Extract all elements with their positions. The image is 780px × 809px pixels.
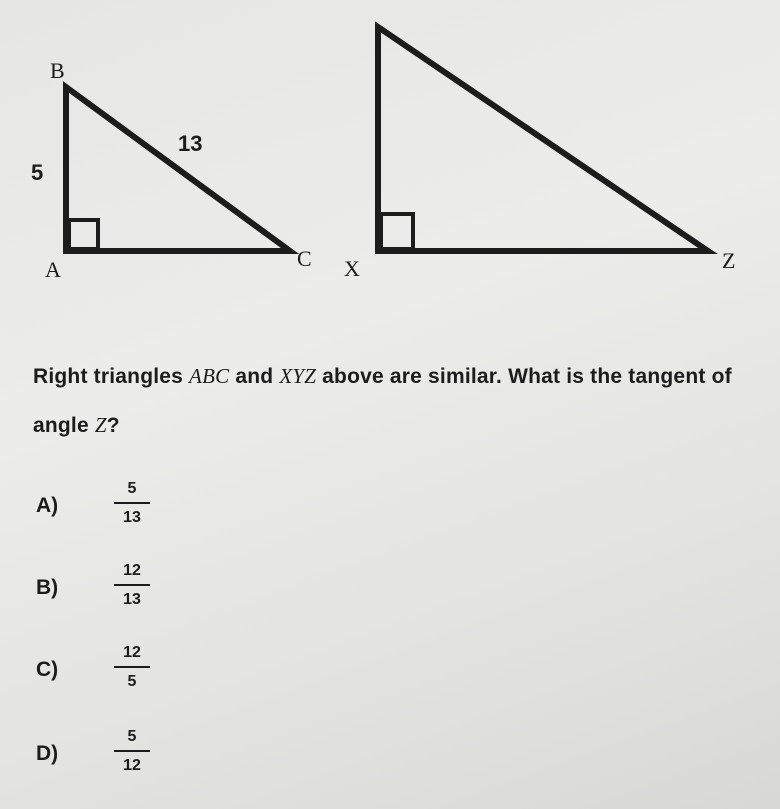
choice-a-fraction bbox=[114, 478, 150, 529]
choice-b[interactable] bbox=[36, 560, 336, 620]
choice-d-letter: D) bbox=[36, 742, 59, 765]
fraction-bar bbox=[114, 584, 150, 586]
choice-d-numerator: 5 bbox=[127, 728, 137, 745]
choice-c[interactable] bbox=[36, 642, 336, 702]
triangle-abc-right-angle-mark bbox=[69, 220, 98, 249]
vertex-a-label: A bbox=[45, 257, 61, 282]
choice-b-numerator: 12 bbox=[123, 562, 141, 579]
choice-b-fraction bbox=[114, 560, 150, 611]
choice-a-denominator: 13 bbox=[123, 509, 141, 526]
vertex-x-label: X bbox=[344, 256, 360, 281]
fraction-bar bbox=[114, 666, 150, 668]
vertex-b-label: B bbox=[50, 58, 65, 83]
choice-a-letter: A) bbox=[36, 494, 59, 517]
triangle-xyz-right-angle-mark bbox=[381, 214, 413, 249]
triangle-xyz-outline bbox=[378, 27, 708, 251]
choice-d-fraction bbox=[114, 726, 150, 777]
choice-b-letter: B) bbox=[36, 576, 59, 599]
fraction-bar bbox=[114, 750, 150, 752]
side-ab-length: 5 bbox=[31, 160, 44, 185]
vertex-c-label: C bbox=[297, 246, 312, 271]
choice-a[interactable] bbox=[36, 478, 336, 538]
triangle-xyz bbox=[344, 27, 735, 281]
side-bc-length: 13 bbox=[178, 131, 203, 156]
triangles-svg bbox=[0, 0, 780, 300]
question-text: Right triangles ABC and XYZ above are similar. What is the tangent of angle Z? bbox=[33, 364, 732, 437]
fraction-bar bbox=[114, 502, 150, 504]
choice-b-denominator: 13 bbox=[123, 591, 141, 608]
choice-d[interactable] bbox=[36, 726, 336, 786]
choice-c-fraction bbox=[114, 642, 150, 693]
choice-a-numerator: 5 bbox=[127, 480, 137, 497]
vertex-z-label: Z bbox=[722, 248, 736, 273]
choice-c-letter: C) bbox=[36, 658, 59, 681]
triangles-figure bbox=[0, 0, 780, 300]
choice-c-denominator: 5 bbox=[127, 673, 137, 690]
choice-d-denominator: 12 bbox=[123, 757, 141, 774]
choice-c-numerator: 12 bbox=[123, 644, 141, 661]
triangle-abc bbox=[31, 58, 312, 282]
